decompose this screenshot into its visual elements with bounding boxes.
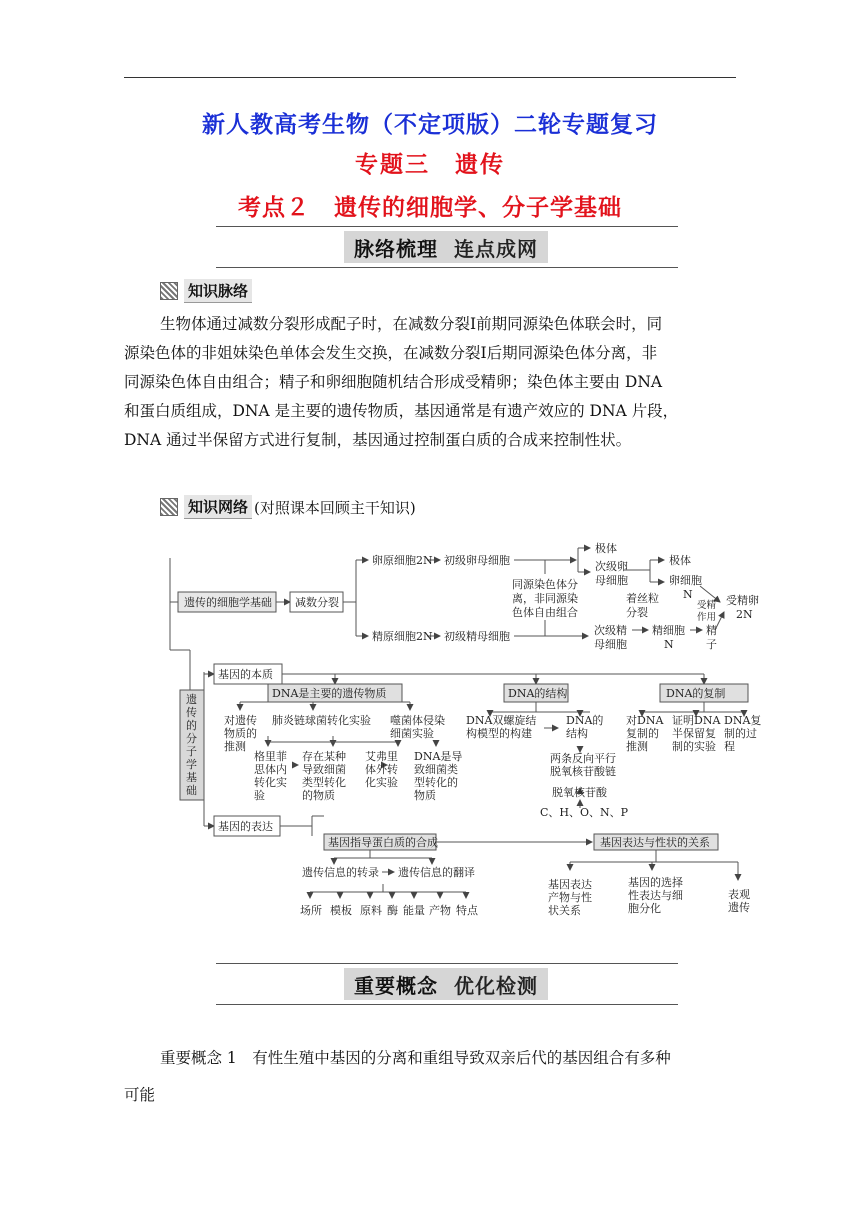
transforming-factor-line1: 存在某种 [302, 750, 346, 763]
semiconservative-line3: 制的实验 [672, 740, 716, 753]
inference-line2: 物质的 [224, 727, 257, 740]
semiconservative-line1: 证明DNA [672, 714, 721, 727]
primary-spermatocyte-label: 初级精母细胞 [444, 630, 510, 643]
section-title: 知识网络 [184, 495, 252, 519]
banner-part2: 优化检测 [454, 973, 538, 998]
dna-replication-label: DNA的复制 [666, 687, 726, 700]
factor-label: 特点 [456, 904, 478, 917]
phage-line2: 细菌实验 [390, 727, 434, 740]
molecular-basis-char: 传 [186, 706, 197, 719]
griffith-line4: 验 [254, 789, 265, 802]
griffith-line1: 格里菲 [254, 750, 287, 763]
centromere-note-line2: 分裂 [626, 606, 648, 619]
dna-structure-label: DNA的结构 [508, 687, 568, 700]
dna-transforming-line2: 致细菌类 [414, 763, 458, 776]
homolog-note-line2: 离，非同源染 [512, 592, 578, 605]
para-line: 源染色体的非姐妹染色单体会发生交换，在减数分裂Ⅰ后期同源染色体分离，非 [124, 344, 658, 362]
fertilization-line1: 受精 [697, 600, 717, 611]
inference-line1: 对遗传 [224, 714, 257, 727]
key-concept-paragraph [124, 1044, 740, 1110]
sperm-origin-label: 精原细胞2N [372, 630, 433, 643]
dna-transforming-line4: 物质 [414, 789, 436, 802]
para-line: 和蛋白质组成，DNA 是主要的遗传物质，基因通常是有遗产效应的 DNA 片段， [124, 402, 679, 420]
molecular-basis-char: 的 [186, 719, 197, 732]
molecular-basis-char: 分 [186, 732, 197, 745]
selective-expression-line3: 胞分化 [628, 902, 661, 915]
double-helix-line2: 构模型的构建 [466, 727, 532, 740]
factor-label: 原料 [360, 904, 382, 917]
banner-part1: 重要概念 [354, 973, 438, 998]
dna-struct-leaf-line1: DNA的 [566, 714, 604, 727]
semiconservative-line2: 半保留复 [672, 727, 716, 740]
banner-part1: 脉络梳理 [354, 236, 438, 261]
fertilization-line2: 作用 [697, 612, 717, 623]
section-banner-outline [216, 963, 678, 1005]
dna-transforming-line3: 型转化的 [414, 776, 458, 789]
molecular-basis-char: 子 [186, 745, 197, 758]
epigenetics-line1: 表观 [728, 888, 750, 901]
spermatid-line2: N [664, 638, 674, 651]
selective-expression-line2: 性表达与细 [628, 889, 683, 902]
product-trait-line1: 基因表达 [548, 878, 592, 891]
meiosis-label: 减数分裂 [295, 596, 339, 609]
secondary-oocyte-line1: 次级卵 [595, 560, 628, 573]
translation-label: 遗传信息的翻译 [398, 866, 475, 879]
factor-label: 模板 [330, 904, 352, 917]
transforming-factor-line4: 的物质 [302, 789, 335, 802]
factor-label: 产物 [429, 904, 451, 917]
para-line: 生物体通过减数分裂形成配子时，在减数分裂Ⅰ前期同源染色体联会时，同 [160, 315, 663, 333]
gene-nature-label: 基因的本质 [218, 668, 273, 681]
replication-inference-line1: 对DNA [626, 714, 664, 727]
molecular-basis-char: 学 [186, 758, 197, 771]
selective-expression-line1: 基因的选择 [628, 876, 683, 889]
transforming-factor-line3: 类型转化 [302, 776, 346, 789]
dna-struct-leaf-line2: 结构 [566, 727, 588, 740]
egg-cell-line1: 卵细胞 [669, 574, 702, 587]
section-title: 知识脉络 [184, 279, 252, 303]
sperm-line2: 子 [706, 638, 717, 651]
replication-process-line2: 制的过 [724, 727, 757, 740]
sperm-line1: 精 [706, 624, 717, 637]
transforming-factor-line2: 导致细菌 [302, 763, 346, 776]
homolog-note-line3: 色体自由组合 [512, 606, 578, 619]
molecular-basis-char: 遗 [186, 693, 197, 706]
molecular-basis-char: 础 [186, 784, 197, 797]
zygote-line1: 受精卵 [726, 594, 759, 607]
antiparallel-line1: 两条反向平行 [550, 752, 616, 765]
protein-synthesis-label: 基因指导蛋白质的合成 [328, 836, 438, 849]
document-title: 新人教高考生物（不定项版）二轮专题复习 [202, 112, 658, 138]
concept-line: 可能 [124, 1086, 156, 1104]
section-note: (对照课本回顾主干知识) [254, 498, 416, 517]
replication-process-line3: 程 [724, 740, 735, 753]
secondary-oocyte-line2: 母细胞 [595, 574, 628, 587]
para-line: DNA 通过半保留方式进行复制，基因通过控制蛋白质的合成来控制性状。 [124, 431, 632, 449]
pneumococcus-label: 肺炎链球菌转化实验 [272, 714, 371, 727]
secondary-spermatocyte-line2: 母细胞 [594, 638, 627, 651]
replication-inference-line3: 推测 [626, 740, 648, 753]
product-trait-line3: 状关系 [548, 904, 581, 917]
replication-inference-line2: 复制的 [626, 727, 659, 740]
cell-basis-label: 遗传的细胞学基础 [184, 596, 272, 609]
inference-line3: 推测 [224, 740, 246, 753]
dna-transforming-line1: DNA是导 [414, 750, 463, 763]
homolog-note-line1: 同源染色体分 [512, 578, 578, 591]
avery-line1: 艾弗里 [365, 750, 398, 763]
primary-oocyte-label: 初级卵母细胞 [444, 554, 510, 567]
dna-genetic-material-label: DNA是主要的遗传物质 [272, 687, 387, 700]
polar-body-1-label: 极体 [595, 542, 617, 555]
epigenetics-line2: 遗传 [728, 901, 750, 914]
antiparallel-line2: 脱氧核苷酸链 [550, 765, 616, 778]
avery-line3: 化实验 [365, 776, 398, 789]
avery-line2: 体外转 [365, 763, 398, 776]
factor-label: 能量 [403, 904, 425, 917]
product-trait-line2: 产物与性 [548, 891, 592, 904]
elements-label: C、H、O、N、P [540, 806, 629, 819]
replication-process-line1: DNA复 [724, 714, 762, 727]
factor-label: 酶 [387, 904, 398, 917]
egg-origin-label: 卵原细胞2N [372, 554, 433, 567]
molecular-basis-char: 基 [186, 771, 197, 784]
para-line: 同源染色体自由组合；精子和卵细胞随机结合形成受精卵；染色体主要由 DNA [124, 373, 663, 391]
polar-body-2-label: 极体 [669, 554, 691, 567]
griffith-line2: 思体内 [254, 763, 287, 776]
gene-expression-label: 基因的表达 [218, 820, 273, 833]
zygote-line2: 2N [736, 608, 753, 621]
spermatid-line1: 精细胞 [652, 624, 685, 637]
secondary-spermatocyte-line1: 次级精 [594, 624, 627, 637]
phage-line1: 噬菌体侵染 [390, 714, 445, 727]
double-helix-line1: DNA双螺旋结 [466, 714, 537, 727]
egg-cell-line2: N [683, 588, 693, 601]
concept-line: 重要概念 1 有性生殖中基因的分离和重组导致双亲后代的基因组合有多种 [160, 1049, 671, 1067]
expression-trait-label: 基因表达与性状的关系 [600, 836, 710, 849]
banner-part2: 连点成网 [454, 236, 538, 261]
topic-title: 专题三 遗传 [355, 152, 505, 178]
griffith-line3: 转化实 [254, 776, 287, 789]
deoxynucleotide-label: 脱氧核苷酸 [552, 786, 607, 799]
point-title: 考点２ 遗传的细胞学、分子学基础 [238, 195, 622, 221]
transcription-label: 遗传信息的转录 [302, 866, 379, 879]
factor-label: 场所 [300, 904, 322, 917]
centromere-note-line1: 着丝粒 [626, 592, 659, 605]
